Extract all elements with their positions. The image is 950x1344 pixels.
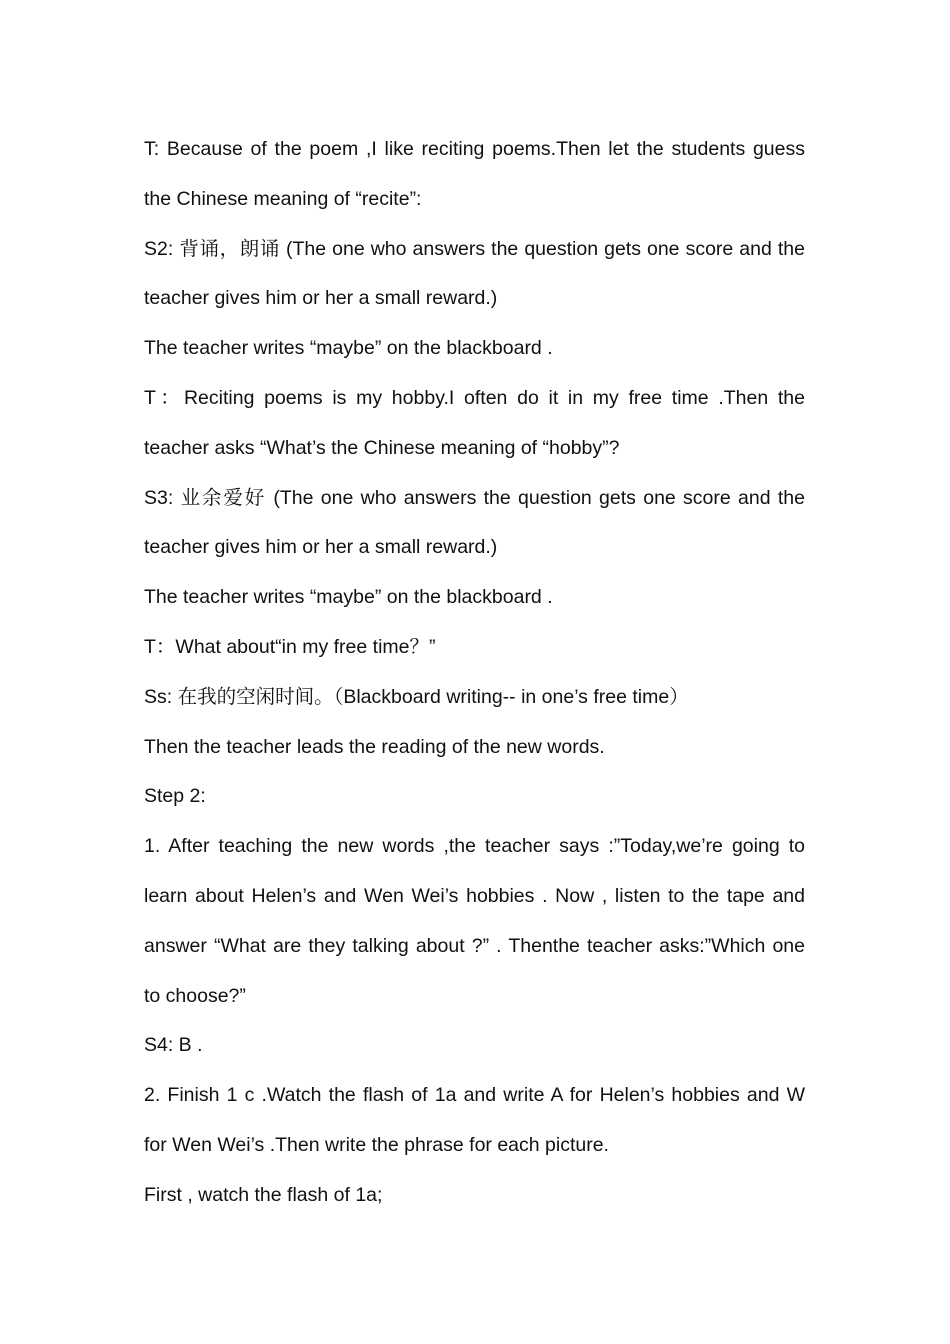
paragraph-teacher-recite: T: Because of the poem ,I like reciting poems.Then let the students guess the Chinese meaning of “recite”: <box>144 138 805 210</box>
paragraph-s4-answer: S4: B . <box>144 1034 203 1057</box>
paragraph-step2-item2: 2. Finish 1 c .Watch the flash of 1a and write A for Helen’s hobbies and W for Wen Wei’s .Then write the phrase for each picture. <box>144 1084 805 1156</box>
document-body <box>144 125 805 1221</box>
paragraph-teacher-writes-1: The teacher writes “maybe” on the blackboard . <box>144 337 553 360</box>
paragraph-teacher-free-time: T：What about“in my free time？” <box>144 635 436 658</box>
step-2-heading: Step 2: <box>144 785 206 808</box>
paragraph-ss-answer: Ss: 在我的空闲时间。（Blackboard writing-- in one’s free time） <box>144 685 689 708</box>
paragraph-watch-flash: First , watch the flash of 1a; <box>144 1183 383 1206</box>
paragraph-s3-answer: S3: 业余爱好 (The one who answers the question gets one score and the teacher gives him or her a small reward.) <box>144 486 805 559</box>
paragraph-s2-answer: S2: 背诵，朗诵 (The one who answers the question gets one score and the teacher gives him or her a small reward.) <box>144 237 805 310</box>
paragraph-leads-reading: Then the teacher leads the reading of the new words. <box>144 735 605 758</box>
paragraph-teacher-writes-2: The teacher writes “maybe” on the blackboard . <box>144 586 553 609</box>
paragraph-teacher-hobby: T：Reciting poems is my hobby.I often do it in my free time .Then the teacher asks “What’s the Chinese meaning of “hobby”? <box>144 386 805 459</box>
paragraph-step2-item1: 1. After teaching the new words ,the teacher says :”Today,we’re going to learn about Helen’s and Wen Wei’s hobbies . Now , listen to the tape and answer “What are they talking about ?” . Thenthe teacher asks:”Which one to choose?” <box>144 835 805 1007</box>
